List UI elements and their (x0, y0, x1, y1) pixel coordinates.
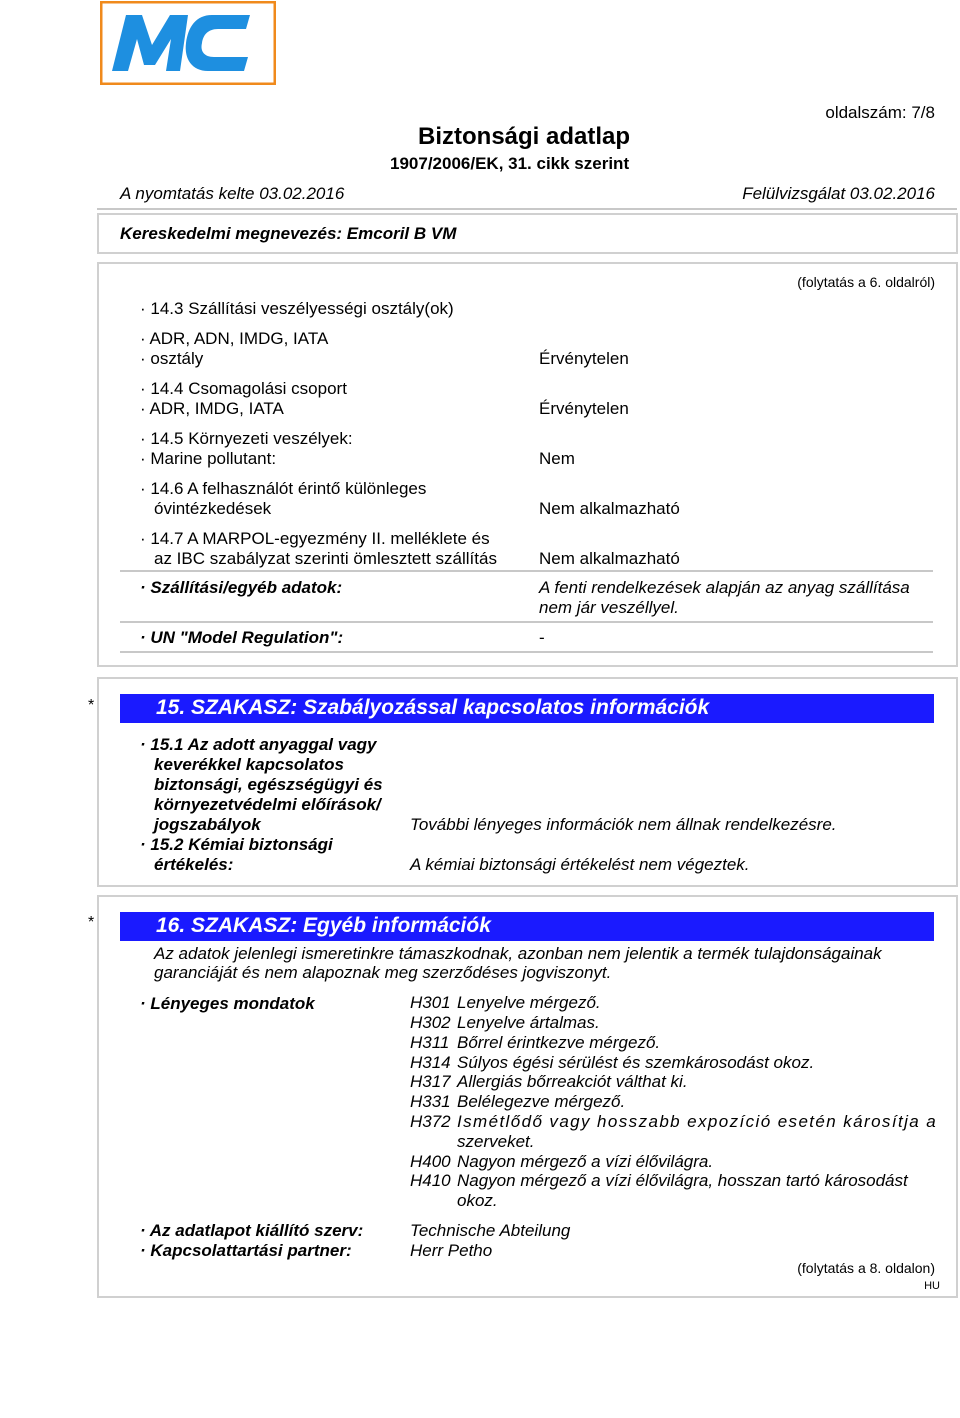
phrase-text: Lenyelve ártalmas. (457, 1013, 600, 1032)
pack-value: Érvénytelen (539, 399, 629, 418)
phrase-code: H311 (410, 1033, 450, 1052)
language-code: HU (924, 1280, 940, 1292)
class-value: Érvénytelen (539, 349, 629, 368)
issuer-value: Technische Abteilung (410, 1221, 571, 1240)
phrase-code: H331 (410, 1092, 451, 1111)
divider-14c (120, 651, 933, 653)
class-label: · osztály (140, 349, 204, 368)
divider-14b (120, 621, 933, 623)
contact-label: · Kapcsolattartási partner: (140, 1241, 352, 1260)
section-15-heading: 15. SZAKASZ: Szabályozással kapcsolatos információk (120, 694, 934, 723)
section-16-heading: 16. SZAKASZ: Egyéb információk (120, 912, 934, 941)
phrase-code: H400 (410, 1152, 451, 1171)
phrase-text-cont: okoz. (457, 1191, 498, 1210)
pack-label: · ADR, IMDG, IATA (140, 399, 284, 418)
revision-date: Felülvizsgálat 03.02.2016 (742, 184, 935, 203)
phrase-text: Nagyon mérgező a vízi élővilágra. (457, 1152, 714, 1171)
s151-line-3: biztonsági, egészségügyi és (154, 775, 383, 794)
phrase-text: Ismétlődő vagy hosszabb expozíció esetén károsítja a (457, 1112, 938, 1131)
phrase-code: H410 (410, 1171, 451, 1190)
document-subtitle: 1907/2006/EK, 31. cikk szerint (390, 154, 630, 173)
disclaimer-line-1: Az adatok jelenlegi ismeretinkre támaszkodnak, azonban nem jelentik a termék tulajdonságainak (154, 944, 882, 963)
phrase-text-cont: szerveket. (457, 1132, 535, 1151)
header-divider (97, 208, 957, 210)
phrase-text: Allergiás bőrreakciót válthat ki. (457, 1072, 688, 1091)
phrase-text: Nagyon mérgező a vízi élővilágra, hosszan tartó károsodást (457, 1171, 908, 1190)
phrase-code: H372 (410, 1112, 451, 1131)
other-data-value-2: nem jár veszéllyel. (539, 598, 679, 617)
s152-value: A kémiai biztonsági értékelést nem végeztek. (410, 855, 750, 874)
s152-line-1: · 15.2 Kémiai biztonsági (140, 835, 333, 854)
continued-to: (folytatás a 8. oldalon) (797, 1260, 935, 1276)
s151-line-2: keverékkel kapcsolatos (154, 755, 344, 774)
trade-name: Kereskedelmi megnevezés: Emcoril B VM (120, 224, 457, 243)
change-marker-15: * (88, 697, 95, 714)
h146-value: Nem alkalmazható (539, 499, 680, 518)
phrase-code: H314 (410, 1053, 451, 1072)
un-model-value: - (539, 628, 545, 647)
phrase-text: Lenyelve mérgező. (457, 993, 601, 1012)
h147-value: Nem alkalmazható (539, 549, 680, 568)
marine-value: Nem (539, 449, 575, 468)
phrase-code: H317 (410, 1072, 451, 1091)
phrases-label: · Lényeges mondatok (140, 994, 315, 1013)
heading-14-6-cont: óvintézkedések (154, 499, 272, 518)
other-data-value-1: A fenti rendelkezések alapján az anyag szállítása (539, 578, 910, 597)
continued-from: (folytatás a 6. oldalról) (797, 274, 935, 290)
phrase-code: H301 (410, 993, 451, 1012)
change-marker-16: * (88, 914, 95, 931)
heading-14-3: · 14.3 Szállítási veszélyességi osztály(ok) (140, 299, 454, 318)
s151-value: További lényeges információk nem állnak rendelkezésre. (410, 815, 837, 834)
s151-line-5: jogszabályok (154, 815, 261, 834)
heading-14-6: · 14.6 A felhasználót érintő különleges (140, 479, 427, 498)
s151-line-4: környezetvédelmi előírások/ (154, 795, 381, 814)
heading-14-4: · 14.4 Csomagolási csoport (140, 379, 347, 398)
adr-label: · ADR, ADN, IMDG, IATA (140, 329, 329, 348)
print-date: A nyomtatás kelte 03.02.2016 (120, 184, 345, 203)
marine-label: · Marine pollutant: (140, 449, 277, 468)
page-number: oldalszám: 7/8 (825, 103, 935, 122)
document-title: Biztonsági adatlap (418, 123, 631, 150)
heading-14-7-cont: az IBC szabályzat szerinti ömlesztett szállítás (154, 549, 497, 568)
phrase-text: Belélegezve mérgező. (457, 1092, 626, 1111)
s152-line-2: értékelés: (154, 855, 234, 874)
s151-line-1: · 15.1 Az adott anyaggal vagy (140, 735, 377, 754)
phrase-text: Súlyos égési sérülést és szemkárosodást okoz. (457, 1053, 815, 1072)
issuer-label: · Az adatlapot kiállító szerv: (140, 1221, 364, 1240)
contact-value: Herr Petho (410, 1241, 493, 1260)
phrase-code: H302 (410, 1013, 451, 1032)
heading-14-5: · 14.5 Környezeti veszélyek: (140, 429, 353, 448)
company-logo (100, 1, 276, 85)
disclaimer-line-2: garanciáját és nem alapoznak meg szerződéses jogviszonyt. (154, 963, 612, 982)
heading-14-7: · 14.7 A MARPOL-egyezmény II. melléklete és (140, 529, 490, 548)
mc-logo-graphic (100, 1, 276, 85)
divider-14a (120, 570, 933, 572)
phrase-text: Bőrrel érintkezve mérgező. (457, 1033, 661, 1052)
un-model-label: · UN "Model Regulation": (140, 628, 344, 647)
other-data-label: · Szállítási/egyéb adatok: (140, 578, 343, 597)
